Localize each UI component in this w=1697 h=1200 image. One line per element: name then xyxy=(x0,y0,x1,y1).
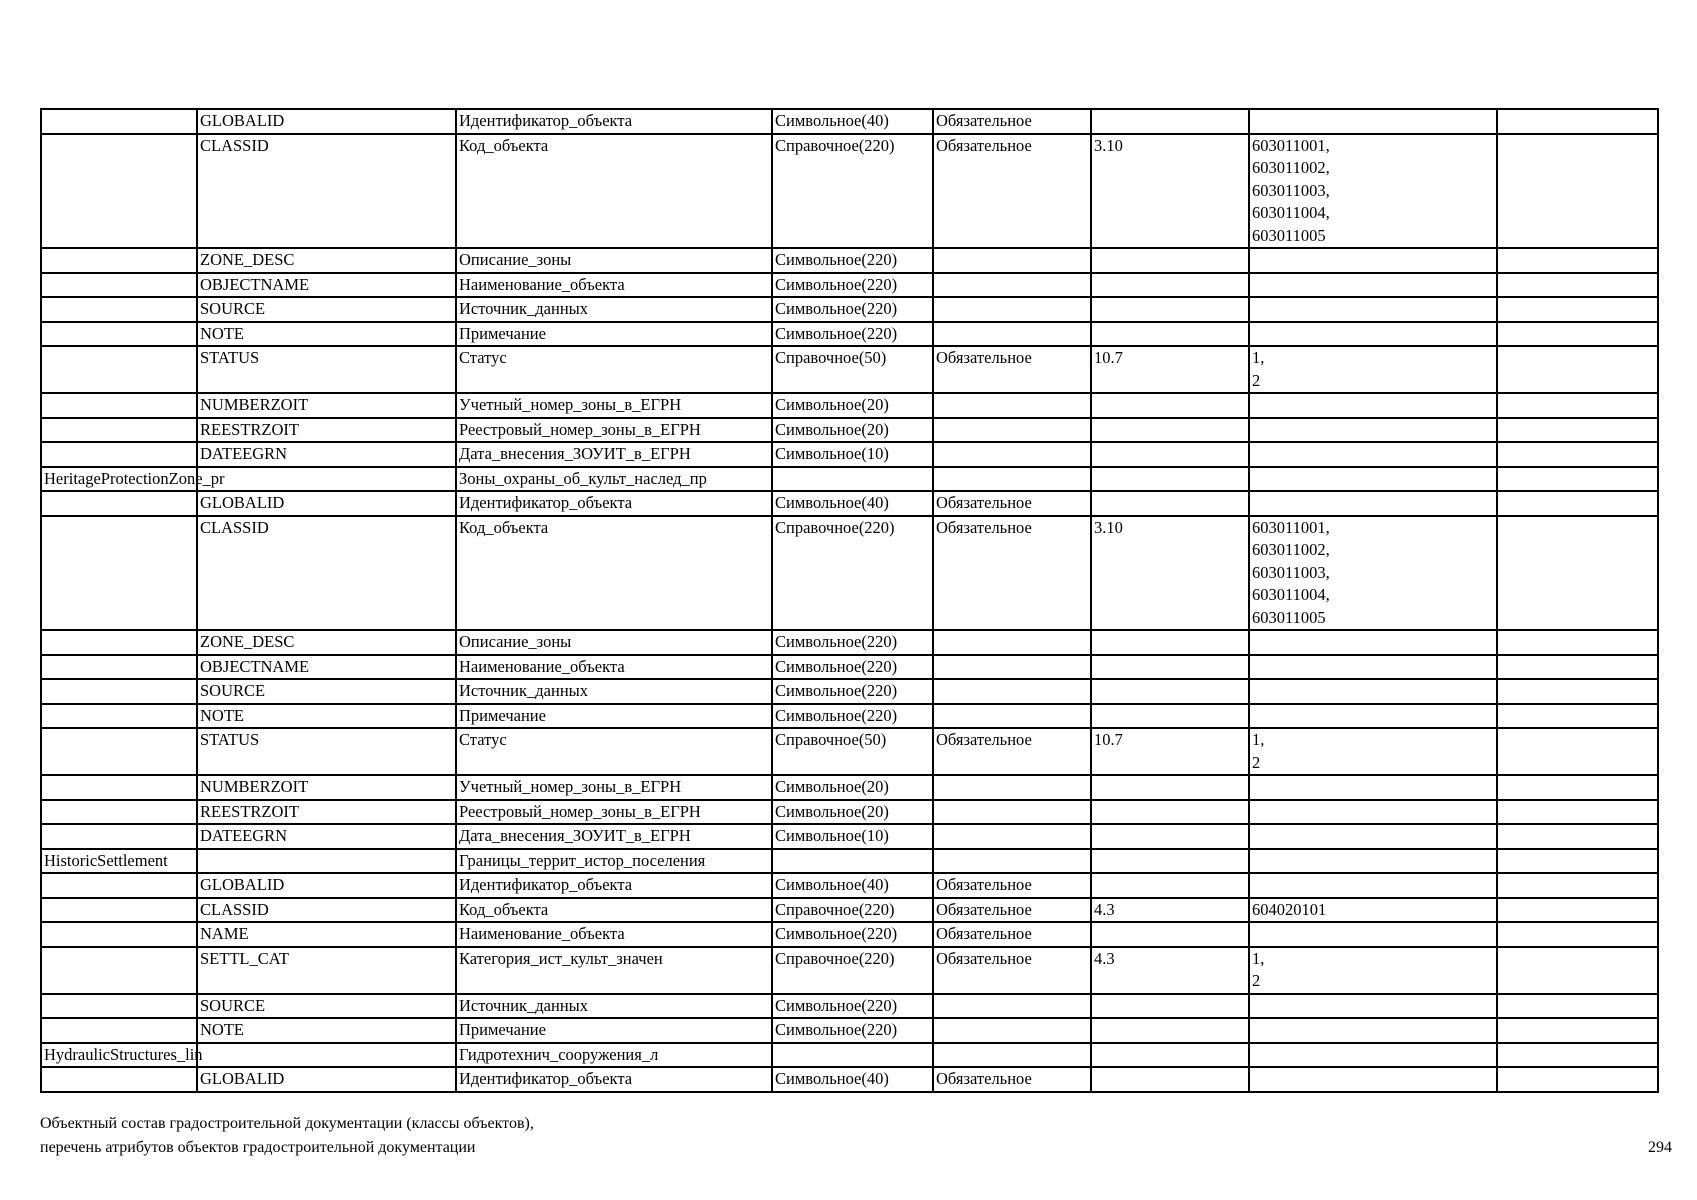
reference-cell: 4.3 xyxy=(1091,947,1249,994)
values-cell xyxy=(1249,679,1497,704)
reference-cell: 3.10 xyxy=(1091,516,1249,631)
data-type-cell: Справочное(220) xyxy=(772,134,933,249)
obligation-cell: Обязательное xyxy=(933,109,1091,134)
attribute-name-cell: Гидротехнич_сооружения_л xyxy=(456,1043,772,1068)
obligation-cell xyxy=(933,704,1091,729)
attribute-code-cell: CLASSID xyxy=(197,134,456,249)
values-cell xyxy=(1249,922,1497,947)
data-type-cell: Символьное(220) xyxy=(772,273,933,298)
reference-cell: 10.7 xyxy=(1091,728,1249,775)
attribute-name-cell: Дата_внесения_ЗОУИТ_в_ЕГРН xyxy=(456,824,772,849)
reference-cell xyxy=(1091,1018,1249,1043)
values-cell: 603011001, 603011002, 603011003, 603011004, 603011005 xyxy=(1249,134,1497,249)
class-name-cell xyxy=(41,898,197,923)
reference-cell xyxy=(1091,109,1249,134)
values-cell xyxy=(1249,775,1497,800)
note-cell xyxy=(1497,824,1658,849)
attribute-code-cell: DATEEGRN xyxy=(197,442,456,467)
attribute-name-cell: Источник_данных xyxy=(456,679,772,704)
attribute-code-cell: SETTL_CAT xyxy=(197,947,456,994)
obligation-cell xyxy=(933,1018,1091,1043)
attribute-code-cell: STATUS xyxy=(197,346,456,393)
values-cell xyxy=(1249,393,1497,418)
table-row xyxy=(41,947,1658,994)
attribute-code-cell: DATEEGRN xyxy=(197,824,456,849)
data-type-cell: Символьное(220) xyxy=(772,322,933,347)
reference-cell xyxy=(1091,775,1249,800)
class-name-cell xyxy=(41,679,197,704)
reference-cell: 3.10 xyxy=(1091,134,1249,249)
class-name-cell xyxy=(41,134,197,249)
values-cell xyxy=(1249,1018,1497,1043)
attribute-code-cell: REESTRZOIT xyxy=(197,418,456,443)
attribute-name-cell: Реестровый_номер_зоны_в_ЕГРН xyxy=(456,418,772,443)
reference-cell xyxy=(1091,393,1249,418)
attribute-name-cell: Примечание xyxy=(456,704,772,729)
data-type-cell: Символьное(20) xyxy=(772,800,933,825)
note-cell xyxy=(1497,297,1658,322)
values-cell xyxy=(1249,994,1497,1019)
table-row xyxy=(41,346,1658,393)
note-cell xyxy=(1497,1043,1658,1068)
attribute-code-cell: NUMBERZOIT xyxy=(197,393,456,418)
note-cell xyxy=(1497,516,1658,631)
values-cell xyxy=(1249,467,1497,492)
values-cell xyxy=(1249,800,1497,825)
attribute-name-cell: Идентификатор_объекта xyxy=(456,873,772,898)
reference-cell xyxy=(1091,849,1249,874)
page-footer xyxy=(40,1112,534,1160)
obligation-cell xyxy=(933,467,1091,492)
attribute-code-cell: NAME xyxy=(197,922,456,947)
reference-cell xyxy=(1091,824,1249,849)
class-name-cell xyxy=(41,630,197,655)
reference-cell xyxy=(1091,322,1249,347)
page-number: 294 xyxy=(1648,1139,1672,1156)
obligation-cell: Обязательное xyxy=(933,873,1091,898)
table-row xyxy=(41,273,1658,298)
attribute-code-cell: GLOBALID xyxy=(197,1067,456,1092)
table-row xyxy=(41,134,1658,249)
table-row xyxy=(41,849,1658,874)
class-name-cell xyxy=(41,800,197,825)
class-name-cell xyxy=(41,728,197,775)
attribute-code-cell: CLASSID xyxy=(197,516,456,631)
obligation-cell xyxy=(933,273,1091,298)
table-row xyxy=(41,418,1658,443)
table-row xyxy=(41,994,1658,1019)
reference-cell xyxy=(1091,1043,1249,1068)
data-type-cell: Символьное(220) xyxy=(772,297,933,322)
note-cell xyxy=(1497,922,1658,947)
data-type-cell: Символьное(220) xyxy=(772,704,933,729)
table-row xyxy=(41,491,1658,516)
obligation-cell: Обязательное xyxy=(933,728,1091,775)
table-row xyxy=(41,1043,1658,1068)
table-row xyxy=(41,248,1658,273)
obligation-cell xyxy=(933,800,1091,825)
class-name-cell xyxy=(41,873,197,898)
note-cell xyxy=(1497,109,1658,134)
reference-cell xyxy=(1091,297,1249,322)
obligation-cell xyxy=(933,655,1091,680)
reference-cell xyxy=(1091,467,1249,492)
values-cell xyxy=(1249,849,1497,874)
class-name-cell xyxy=(41,442,197,467)
attribute-name-cell: Наименование_объекта xyxy=(456,655,772,680)
table-row xyxy=(41,322,1658,347)
values-cell xyxy=(1249,824,1497,849)
note-cell xyxy=(1497,947,1658,994)
table-row xyxy=(41,630,1658,655)
obligation-cell xyxy=(933,679,1091,704)
note-cell xyxy=(1497,418,1658,443)
values-cell: 604020101 xyxy=(1249,898,1497,923)
table-row xyxy=(41,1018,1658,1043)
attribute-name-cell: Наименование_объекта xyxy=(456,273,772,298)
class-name-cell xyxy=(41,1018,197,1043)
class-name-cell xyxy=(41,655,197,680)
reference-cell xyxy=(1091,679,1249,704)
obligation-cell xyxy=(933,248,1091,273)
obligation-cell xyxy=(933,322,1091,347)
reference-cell xyxy=(1091,248,1249,273)
values-cell xyxy=(1249,873,1497,898)
attribute-name-cell: Источник_данных xyxy=(456,994,772,1019)
obligation-cell: Обязательное xyxy=(933,1067,1091,1092)
class-name-cell xyxy=(41,109,197,134)
reference-cell: 10.7 xyxy=(1091,346,1249,393)
reference-cell: 4.3 xyxy=(1091,898,1249,923)
class-name-cell: HistoricSettlement xyxy=(41,849,197,874)
note-cell xyxy=(1497,273,1658,298)
data-type-cell: Символьное(40) xyxy=(772,491,933,516)
attribute-name-cell: Наименование_объекта xyxy=(456,922,772,947)
table-row xyxy=(41,728,1658,775)
obligation-cell: Обязательное xyxy=(933,346,1091,393)
attribute-code-cell xyxy=(197,1043,456,1068)
values-cell: 1, 2 xyxy=(1249,947,1497,994)
note-cell xyxy=(1497,134,1658,249)
note-cell xyxy=(1497,775,1658,800)
attribute-code-cell: NUMBERZOIT xyxy=(197,775,456,800)
values-cell xyxy=(1249,418,1497,443)
reference-cell xyxy=(1091,922,1249,947)
class-name-cell xyxy=(41,273,197,298)
note-cell xyxy=(1497,873,1658,898)
table-row xyxy=(41,873,1658,898)
attribute-code-cell: SOURCE xyxy=(197,994,456,1019)
obligation-cell xyxy=(933,393,1091,418)
note-cell xyxy=(1497,800,1658,825)
reference-cell xyxy=(1091,491,1249,516)
attribute-name-cell: Статус xyxy=(456,728,772,775)
obligation-cell xyxy=(933,442,1091,467)
note-cell xyxy=(1497,994,1658,1019)
data-type-cell: Символьное(40) xyxy=(772,1067,933,1092)
note-cell xyxy=(1497,630,1658,655)
note-cell xyxy=(1497,728,1658,775)
data-type-cell: Символьное(220) xyxy=(772,630,933,655)
attribute-code-cell xyxy=(197,849,456,874)
attribute-code-cell: NOTE xyxy=(197,1018,456,1043)
class-name-cell xyxy=(41,704,197,729)
note-cell xyxy=(1497,898,1658,923)
attribute-name-cell: Источник_данных xyxy=(456,297,772,322)
values-cell xyxy=(1249,273,1497,298)
values-cell xyxy=(1249,109,1497,134)
attribute-code-cell: ZONE_DESC xyxy=(197,630,456,655)
obligation-cell: Обязательное xyxy=(933,516,1091,631)
reference-cell xyxy=(1091,442,1249,467)
data-type-cell: Справочное(50) xyxy=(772,728,933,775)
attributes-table xyxy=(40,108,1659,1093)
values-cell: 1, 2 xyxy=(1249,728,1497,775)
obligation-cell: Обязательное xyxy=(933,947,1091,994)
values-cell xyxy=(1249,297,1497,322)
obligation-cell xyxy=(933,630,1091,655)
attribute-name-cell: Код_объекта xyxy=(456,516,772,631)
obligation-cell xyxy=(933,994,1091,1019)
values-cell: 1, 2 xyxy=(1249,346,1497,393)
obligation-cell xyxy=(933,849,1091,874)
values-cell xyxy=(1249,630,1497,655)
data-type-cell: Символьное(220) xyxy=(772,922,933,947)
reference-cell xyxy=(1091,418,1249,443)
note-cell xyxy=(1497,491,1658,516)
attribute-name-cell: Примечание xyxy=(456,322,772,347)
note-cell xyxy=(1497,467,1658,492)
obligation-cell xyxy=(933,1043,1091,1068)
attribute-code-cell: NOTE xyxy=(197,704,456,729)
table-row xyxy=(41,679,1658,704)
class-name-cell xyxy=(41,1067,197,1092)
table-row xyxy=(41,655,1658,680)
reference-cell xyxy=(1091,1067,1249,1092)
class-name-cell xyxy=(41,418,197,443)
class-name-cell xyxy=(41,824,197,849)
data-type-cell: Справочное(50) xyxy=(772,346,933,393)
data-type-cell xyxy=(772,849,933,874)
data-type-cell: Символьное(20) xyxy=(772,418,933,443)
data-type-cell: Символьное(40) xyxy=(772,873,933,898)
reference-cell xyxy=(1091,273,1249,298)
reference-cell xyxy=(1091,800,1249,825)
attribute-name-cell: Примечание xyxy=(456,1018,772,1043)
attributes-table-body xyxy=(41,109,1658,1092)
note-cell xyxy=(1497,1067,1658,1092)
data-type-cell: Символьное(220) xyxy=(772,248,933,273)
table-row xyxy=(41,393,1658,418)
attribute-name-cell: Идентификатор_объекта xyxy=(456,1067,772,1092)
table-row xyxy=(41,297,1658,322)
class-name-cell xyxy=(41,947,197,994)
values-cell xyxy=(1249,442,1497,467)
attribute-code-cell: GLOBALID xyxy=(197,873,456,898)
attribute-code-cell: SOURCE xyxy=(197,297,456,322)
values-cell xyxy=(1249,1067,1497,1092)
values-cell xyxy=(1249,248,1497,273)
data-type-cell: Символьное(220) xyxy=(772,679,933,704)
table-row xyxy=(41,442,1658,467)
class-name-cell xyxy=(41,994,197,1019)
class-name-cell xyxy=(41,516,197,631)
reference-cell xyxy=(1091,994,1249,1019)
attribute-name-cell: Дата_внесения_ЗОУИТ_в_ЕГРН xyxy=(456,442,772,467)
class-name-cell xyxy=(41,322,197,347)
note-cell xyxy=(1497,849,1658,874)
data-type-cell: Символьное(20) xyxy=(772,775,933,800)
table-row xyxy=(41,1067,1658,1092)
attribute-name-cell: Описание_зоны xyxy=(456,630,772,655)
note-cell xyxy=(1497,679,1658,704)
class-name-cell xyxy=(41,297,197,322)
footer-line-1: Объектный состав градостроительной документации (классы объектов), xyxy=(40,1115,534,1132)
attribute-code-cell: ZONE_DESC xyxy=(197,248,456,273)
obligation-cell xyxy=(933,775,1091,800)
data-type-cell: Символьное(220) xyxy=(772,994,933,1019)
data-type-cell xyxy=(772,467,933,492)
attribute-name-cell: Категория_ист_культ_значен xyxy=(456,947,772,994)
values-cell xyxy=(1249,655,1497,680)
class-name-cell xyxy=(41,248,197,273)
footer-line-2: перечень атрибутов объектов градостроительной документации xyxy=(40,1139,476,1156)
values-cell xyxy=(1249,704,1497,729)
values-cell: 603011001, 603011002, 603011003, 603011004, 603011005 xyxy=(1249,516,1497,631)
class-name-cell: HydraulicStructures_lin xyxy=(41,1043,197,1068)
attribute-code-cell: OBJECTNAME xyxy=(197,273,456,298)
values-cell xyxy=(1249,1043,1497,1068)
reference-cell xyxy=(1091,655,1249,680)
reference-cell xyxy=(1091,630,1249,655)
attribute-name-cell: Зоны_охраны_об_культ_наслед_пр xyxy=(456,467,772,492)
attribute-code-cell xyxy=(197,467,456,492)
note-cell xyxy=(1497,442,1658,467)
attribute-code-cell: SOURCE xyxy=(197,679,456,704)
data-type-cell xyxy=(772,1043,933,1068)
table-row xyxy=(41,800,1658,825)
data-type-cell: Справочное(220) xyxy=(772,898,933,923)
table-row xyxy=(41,516,1658,631)
obligation-cell xyxy=(933,824,1091,849)
values-cell xyxy=(1249,491,1497,516)
attribute-code-cell: NOTE xyxy=(197,322,456,347)
reference-cell xyxy=(1091,873,1249,898)
data-type-cell: Справочное(220) xyxy=(772,947,933,994)
values-cell xyxy=(1249,322,1497,347)
obligation-cell: Обязательное xyxy=(933,922,1091,947)
table-row xyxy=(41,704,1658,729)
attribute-code-cell: REESTRZOIT xyxy=(197,800,456,825)
data-type-cell: Символьное(40) xyxy=(772,109,933,134)
attribute-code-cell: CLASSID xyxy=(197,898,456,923)
attribute-code-cell: STATUS xyxy=(197,728,456,775)
table-row xyxy=(41,467,1658,492)
data-type-cell: Символьное(220) xyxy=(772,655,933,680)
obligation-cell xyxy=(933,418,1091,443)
note-cell xyxy=(1497,655,1658,680)
class-name-cell: HeritageProtectionZone_pr xyxy=(41,467,197,492)
table-row xyxy=(41,109,1658,134)
data-type-cell: Символьное(10) xyxy=(772,824,933,849)
data-type-cell: Справочное(220) xyxy=(772,516,933,631)
attribute-code-cell: OBJECTNAME xyxy=(197,655,456,680)
data-type-cell: Символьное(220) xyxy=(772,1018,933,1043)
attribute-name-cell: Описание_зоны xyxy=(456,248,772,273)
attribute-name-cell: Границы_террит_истор_поселения xyxy=(456,849,772,874)
obligation-cell: Обязательное xyxy=(933,491,1091,516)
note-cell xyxy=(1497,1018,1658,1043)
table-row xyxy=(41,922,1658,947)
obligation-cell: Обязательное xyxy=(933,898,1091,923)
note-cell xyxy=(1497,322,1658,347)
attribute-code-cell: GLOBALID xyxy=(197,109,456,134)
note-cell xyxy=(1497,248,1658,273)
attribute-name-cell: Код_объекта xyxy=(456,134,772,249)
attribute-name-cell: Учетный_номер_зоны_в_ЕГРН xyxy=(456,775,772,800)
attribute-name-cell: Реестровый_номер_зоны_в_ЕГРН xyxy=(456,800,772,825)
attribute-name-cell: Идентификатор_объекта xyxy=(456,491,772,516)
class-name-cell xyxy=(41,491,197,516)
class-name-cell xyxy=(41,775,197,800)
attribute-name-cell: Код_объекта xyxy=(456,898,772,923)
obligation-cell: Обязательное xyxy=(933,134,1091,249)
attribute-code-cell: GLOBALID xyxy=(197,491,456,516)
note-cell xyxy=(1497,393,1658,418)
table-row xyxy=(41,898,1658,923)
class-name-cell xyxy=(41,346,197,393)
attribute-name-cell: Идентификатор_объекта xyxy=(456,109,772,134)
class-name-cell xyxy=(41,922,197,947)
note-cell xyxy=(1497,346,1658,393)
data-type-cell: Символьное(10) xyxy=(772,442,933,467)
table-row xyxy=(41,775,1658,800)
attribute-name-cell: Статус xyxy=(456,346,772,393)
reference-cell xyxy=(1091,704,1249,729)
data-type-cell: Символьное(20) xyxy=(772,393,933,418)
obligation-cell xyxy=(933,297,1091,322)
table-row xyxy=(41,824,1658,849)
class-name-cell xyxy=(41,393,197,418)
attribute-name-cell: Учетный_номер_зоны_в_ЕГРН xyxy=(456,393,772,418)
note-cell xyxy=(1497,704,1658,729)
